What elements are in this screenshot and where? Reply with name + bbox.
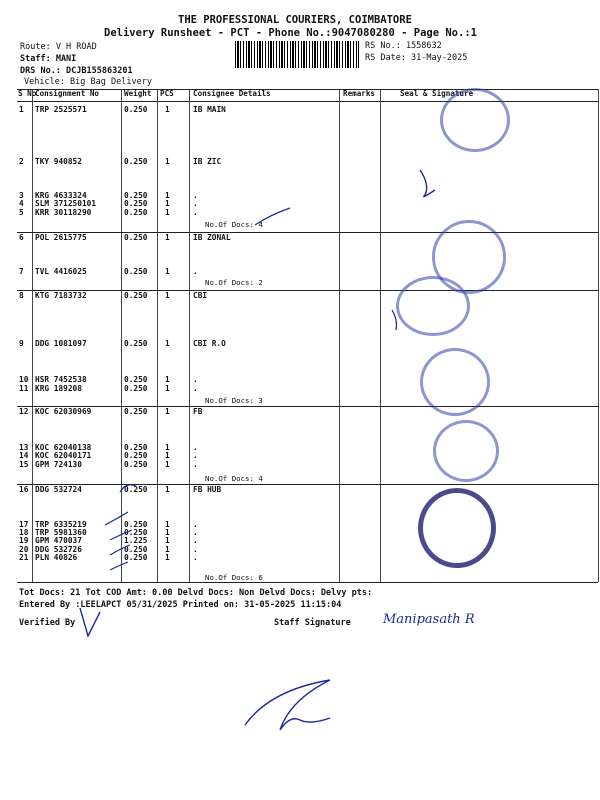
serial-number: 20 xyxy=(19,545,29,554)
weight: 0.250 xyxy=(124,339,148,348)
pieces: 1 xyxy=(165,407,170,416)
verified-by: Verified By xyxy=(19,618,76,628)
drs-number: DRS No.: DCJB155863201 xyxy=(20,66,133,76)
pieces: 1 xyxy=(165,553,170,562)
pieces: 1 xyxy=(165,199,170,208)
pieces: 1 xyxy=(165,157,170,166)
weight: 0.250 xyxy=(124,528,148,537)
serial-number: 6 xyxy=(19,233,24,242)
pieces: 1 xyxy=(165,443,170,452)
serial-number: 10 xyxy=(19,375,29,384)
serial-number: 17 xyxy=(19,520,29,529)
consignee-details: . xyxy=(193,375,198,384)
col-weight: Weight xyxy=(124,89,152,98)
serial-number: 1 xyxy=(19,105,24,114)
weight: 0.250 xyxy=(124,520,148,529)
consignee-details: CBI xyxy=(193,291,208,300)
consignee-details: IB ZONAL xyxy=(193,233,231,242)
col-consignment: Consignment No xyxy=(35,89,100,98)
consignee-details: IB MAIN xyxy=(193,105,226,114)
rs-number: RS No.: 1558632 xyxy=(365,41,442,51)
pieces: 1 xyxy=(165,536,170,545)
consignee-details: . xyxy=(193,528,198,537)
serial-number: 12 xyxy=(19,407,29,416)
pieces: 1 xyxy=(165,485,170,494)
consignment-number: KRR 30118290 xyxy=(35,208,92,217)
pieces: 1 xyxy=(165,339,170,348)
consignment-number: KOC 62040171 xyxy=(35,451,92,460)
serial-number: 21 xyxy=(19,553,29,562)
weight: 0.250 xyxy=(124,208,148,217)
consignment-number: DDG 1081097 xyxy=(35,339,87,348)
pieces: 1 xyxy=(165,208,170,217)
group-docs-5: No.Of Docs: 6 xyxy=(205,573,263,582)
col-sno: S No xyxy=(18,89,37,98)
consignment-number: PLN 40826 xyxy=(35,553,78,562)
consignee-details: . xyxy=(193,384,198,393)
consignment-number: KRG 189208 xyxy=(35,384,82,393)
consignee-details: CBI R.O xyxy=(193,339,226,348)
serial-number: 16 xyxy=(19,485,29,494)
pieces: 1 xyxy=(165,528,170,537)
weight: 0.250 xyxy=(124,267,148,276)
consignment-number: DDG 532726 xyxy=(35,545,82,554)
entered-by: Entered By :LEELAPCT 05/31/2025 Printed on: 31-05-2025 11:15:04 xyxy=(19,600,342,610)
staff-signature: Manipasath R xyxy=(383,612,475,627)
group-docs-1: No.Of Docs: 4 xyxy=(205,220,263,229)
serial-number: 19 xyxy=(19,536,29,545)
pieces: 1 xyxy=(165,375,170,384)
serial-number: 13 xyxy=(19,443,29,452)
consignment-number: DDG 532724 xyxy=(35,485,82,494)
weight: 0.250 xyxy=(124,157,148,166)
pieces: 1 xyxy=(165,520,170,529)
weight: 0.250 xyxy=(124,199,148,208)
consignee-details: FB HUB xyxy=(193,485,222,494)
consignee-details: . xyxy=(193,520,198,529)
serial-number: 7 xyxy=(19,267,24,276)
col-remarks: Remarks xyxy=(343,89,376,98)
serial-number: 8 xyxy=(19,291,24,300)
pieces: 1 xyxy=(165,460,170,469)
serial-number: 2 xyxy=(19,157,24,166)
consignee-details: . xyxy=(193,199,198,208)
pieces: 1 xyxy=(165,191,170,200)
weight: 0.250 xyxy=(124,553,148,562)
group-docs-2: No.Of Docs: 2 xyxy=(205,278,263,287)
weight: 0.250 xyxy=(124,443,148,452)
weight: 0.250 xyxy=(124,105,148,114)
weight: 1.225 xyxy=(124,536,148,545)
serial-number: 5 xyxy=(19,208,24,217)
consignment-number: TVL 4416025 xyxy=(35,267,87,276)
weight: 0.250 xyxy=(124,451,148,460)
consignee-details: . xyxy=(193,545,198,554)
serial-number: 15 xyxy=(19,460,29,469)
serial-number: 11 xyxy=(19,384,29,393)
consignment-number: TRP 2525571 xyxy=(35,105,87,114)
consignment-number: KTG 7183732 xyxy=(35,291,87,300)
pieces: 1 xyxy=(165,105,170,114)
staff-signature-label: Staff Signature xyxy=(274,618,351,628)
consignee-details: IB ZIC xyxy=(193,157,222,166)
pieces: 1 xyxy=(165,451,170,460)
weight: 0.250 xyxy=(124,233,148,242)
weight: 0.250 xyxy=(124,291,148,300)
weight: 0.250 xyxy=(124,375,148,384)
group-docs-3: No.Of Docs: 3 xyxy=(205,396,263,405)
serial-number: 9 xyxy=(19,339,24,348)
consignment-number: TRP 6335219 xyxy=(35,520,87,529)
weight: 0.250 xyxy=(124,485,148,494)
totals-line: Tot Docs: 21 Tot COD Amt: 0.00 Delvd Docs: Non Delvd Docs: Delvy pts: xyxy=(19,588,373,598)
pieces: 1 xyxy=(165,291,170,300)
consignee-details: . xyxy=(193,553,198,562)
route: Route: V H ROAD xyxy=(20,42,97,52)
serial-number: 18 xyxy=(19,528,29,537)
consignee-details: . xyxy=(193,460,198,469)
serial-number: 14 xyxy=(19,451,29,460)
company-name: THE PROFESSIONAL COURIERS, COIMBATORE xyxy=(178,14,412,26)
consignee-details: . xyxy=(193,451,198,460)
vehicle: Vehicle: Big Bag Delivery xyxy=(24,77,152,87)
consignment-number: HSR 7452538 xyxy=(35,375,87,384)
weight: 0.250 xyxy=(124,545,148,554)
col-pcs: PCS xyxy=(160,89,174,98)
consignment-number: SLM 371250101 xyxy=(35,199,97,208)
pieces: 1 xyxy=(165,267,170,276)
runsheet-subtitle: Delivery Runsheet - PCT - Phone No.:9047080280 - Page No.:1 xyxy=(104,27,477,39)
weight: 0.250 xyxy=(124,384,148,393)
weight: 0.250 xyxy=(124,407,148,416)
serial-number: 3 xyxy=(19,191,24,200)
consignment-number: GPM 724130 xyxy=(35,460,82,469)
consignment-number: GPM 470037 xyxy=(35,536,82,545)
consignee-details: . xyxy=(193,536,198,545)
consignment-number: KOC 62040138 xyxy=(35,443,92,452)
consignment-number: TRP 5981360 xyxy=(35,528,87,537)
col-consignee: Consignee Details xyxy=(193,89,271,98)
consignee-details: . xyxy=(193,208,198,217)
staff: Staff: MANI xyxy=(20,54,77,64)
serial-number: 4 xyxy=(19,199,24,208)
consignee-details: . xyxy=(193,267,198,276)
consignee-details: FB xyxy=(193,407,203,416)
consignee-details: . xyxy=(193,191,198,200)
rs-date: RS Date: 31-May-2025 xyxy=(365,53,468,63)
consignment-number: KRG 4633324 xyxy=(35,191,87,200)
consignment-number: TKY 940852 xyxy=(35,157,82,166)
pieces: 1 xyxy=(165,545,170,554)
group-docs-4: No.Of Docs: 4 xyxy=(205,474,263,483)
consignment-number: POL 2615775 xyxy=(35,233,87,242)
pieces: 1 xyxy=(165,384,170,393)
consignee-details: . xyxy=(193,443,198,452)
weight: 0.250 xyxy=(124,191,148,200)
weight: 0.250 xyxy=(124,460,148,469)
col-seal-signature: Seal & Signature xyxy=(400,89,474,98)
pieces: 1 xyxy=(165,233,170,242)
consignment-number: KOC 62030969 xyxy=(35,407,92,416)
